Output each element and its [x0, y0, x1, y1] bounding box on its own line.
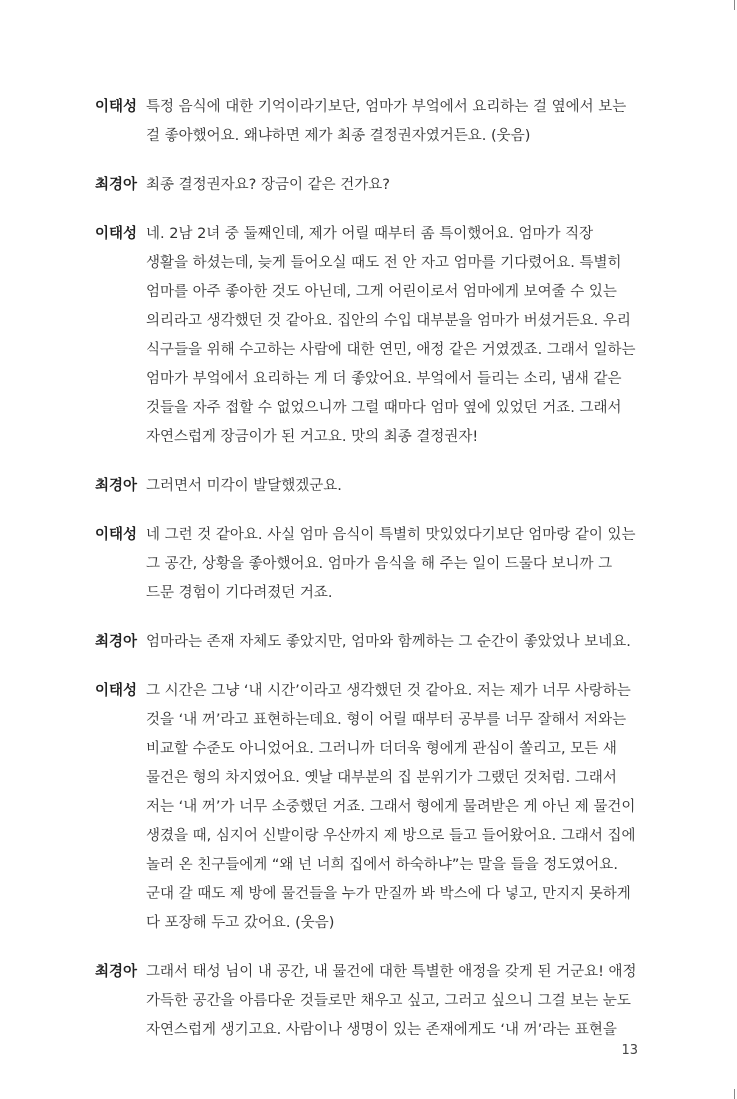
speech-line: 특정 음식에 대한 기억이라기보단, 엄마가 부엌에서 요리하는 걸 옆에서 보는: [146, 99, 627, 115]
speech-text: [146, 958, 640, 1045]
top-crop-mark: [734, 0, 735, 10]
speech-text: [146, 171, 640, 200]
speaker-name: 이태성: [95, 226, 138, 242]
speech-line: 저는 ‘내 꺼’가 너무 소중했던 거죠. 그래서 형에게 물려받은 게 아닌 제 물건이: [146, 799, 636, 815]
speech-line: 걸 좋아했어요. 왜냐하면 제가 최종 결정권자였거든요. (웃음): [146, 128, 531, 144]
dialogue-turn: [95, 628, 640, 657]
dialogue-turn: [95, 171, 640, 200]
speaker-name: 이태성: [95, 683, 138, 699]
speech-line: 네. 2남 2녀 중 둘째인데, 제가 어릴 때부터 좀 특이했어요. 엄마가 직장: [146, 226, 594, 242]
dialogue-turn: [95, 472, 640, 501]
speech-line: 가득한 공간을 아름다운 것들로만 채우고 싶고, 그러고 싶으니 그걸 보는 눈도: [146, 993, 631, 1009]
speech-line: 생활을 하셨는데, 늦게 들어오실 때도 전 안 자고 엄마를 기다렸어요. 특별히: [146, 255, 622, 271]
bottom-crop-mark: [734, 1089, 735, 1099]
dialogue-turn: [95, 521, 640, 608]
speech-line: 최종 결정권자요? 장금이 같은 건가요?: [146, 177, 390, 193]
dialogue-turn: [95, 958, 640, 1045]
dialogue-turn: [95, 220, 640, 452]
speaker-name: 최경아: [95, 478, 138, 494]
speech-text: [146, 628, 640, 657]
speech-line: 엄마라는 존재 자체도 좋았지만, 엄마와 함께하는 그 순간이 좋았었나 보네요.: [146, 634, 631, 650]
speech-line: 네 그런 것 같아요. 사실 엄마 음식이 특별히 맛있었다기보단 엄마랑 같이 있는: [146, 527, 636, 543]
speech-text: [146, 93, 640, 151]
speech-line: 그 공간, 상황을 좋아했어요. 엄마가 음식을 해 주는 일이 드물다 보니까 그: [146, 556, 613, 572]
speaker-name: 이태성: [95, 527, 138, 543]
speech-line: 그러면서 미각이 발달했겠군요.: [146, 478, 342, 494]
speech-line: 것들을 자주 접할 수 없었으니까 그럴 때마다 엄마 옆에 있었던 거죠. 그래서: [146, 400, 622, 416]
interview-dialogue: [95, 93, 640, 1065]
speaker-name: 최경아: [95, 964, 138, 980]
speech-line: 엄마를 아주 좋아한 것도 아닌데, 그게 어린이로서 엄마에게 보여줄 수 있는: [146, 284, 617, 300]
speech-line: 물건은 형의 차지였어요. 옛날 대부분의 집 분위기가 그랬던 것처럼. 그래서: [146, 770, 617, 786]
speech-line: 의리라고 생각했던 것 같아요. 집안의 수입 대부분을 엄마가 버셨거든요. 우리: [146, 313, 631, 329]
speech-text: [146, 677, 640, 938]
speech-line: 자연스럽게 생기고요. 사람이나 생명이 있는 존재에게도 ‘내 꺼’라는 표현을: [146, 1022, 617, 1038]
dialogue-turn: [95, 677, 640, 938]
speaker-name: 이태성: [95, 99, 138, 115]
speech-line: 엄마가 부엌에서 요리하는 게 더 좋았어요. 부엌에서 들리는 소리, 냄새 같은: [146, 371, 622, 387]
dialogue-turn: [95, 93, 640, 151]
speech-text: [146, 220, 640, 452]
speaker-name: 최경아: [95, 634, 138, 650]
speech-text: [146, 521, 640, 608]
speech-line: 그 시간은 그냥 ‘내 시간’이라고 생각했던 것 같아요. 저는 제가 너무 사랑하는: [146, 683, 631, 699]
speech-line: 그래서 태성 님이 내 공간, 내 물건에 대한 특별한 애정을 갖게 된 거군요! 애정: [146, 964, 637, 980]
speaker-name: 최경아: [95, 177, 138, 193]
speech-line: 것을 ‘내 꺼’라고 표현하는데요. 형이 어릴 때부터 공부를 너무 잘해서 저와는: [146, 712, 627, 728]
speech-line: 다 포장해 두고 갔어요. (웃음): [146, 915, 335, 931]
page-number: 13: [621, 1043, 638, 1058]
speech-line: 드문 경험이 기다려졌던 거죠.: [146, 585, 333, 601]
speech-text: [146, 472, 640, 501]
speech-line: 식구들을 위해 수고하는 사람에 대한 연민, 애정 같은 거였겠죠. 그래서 일하는: [146, 342, 636, 358]
speech-line: 군대 갈 때도 제 방에 물건들을 누가 만질까 봐 박스에 다 넣고, 만지지 못하게: [146, 886, 631, 902]
speech-line: 생겼을 때, 심지어 신발이랑 우산까지 제 방으로 들고 들어왔어요. 그래서 집에: [146, 828, 636, 844]
speech-line: 비교할 수준도 아니었어요. 그러니까 더더욱 형에게 관심이 쏠리고, 모든 새: [146, 741, 617, 757]
speech-line: 놀러 온 친구들에게 “왜 넌 너희 집에서 하숙하냐”는 말을 들을 정도였어요.: [146, 857, 618, 873]
speech-line: 자연스럽게 장금이가 된 거고요. 맛의 최종 결정권자!: [146, 429, 479, 445]
